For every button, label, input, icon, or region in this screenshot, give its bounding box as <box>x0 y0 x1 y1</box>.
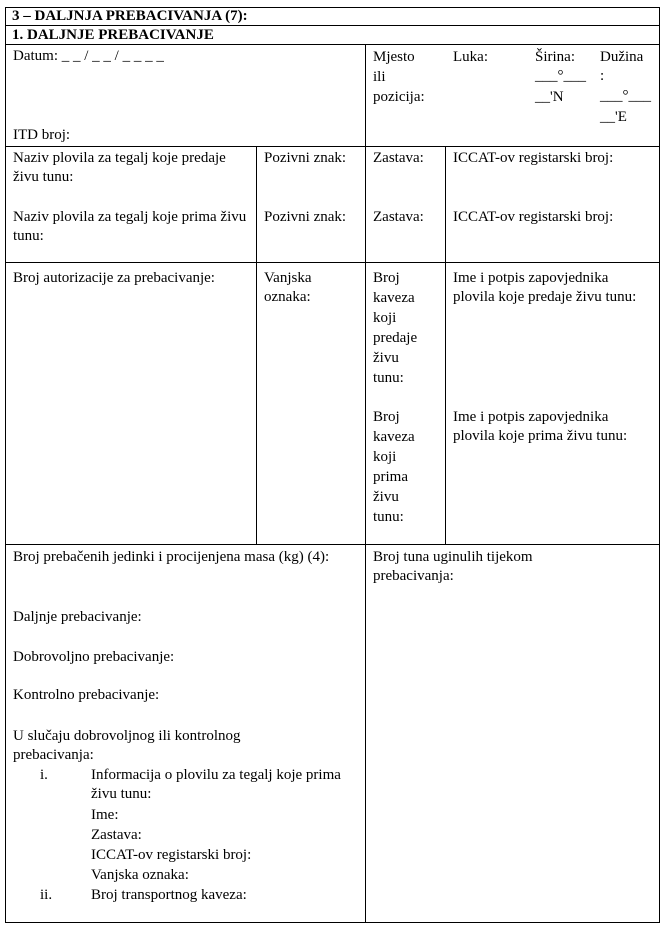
giving-vessel-flag-field[interactable]: Zastava: <box>373 150 424 166</box>
transferred-count-mass-field[interactable]: Broj prebačenih jedinki i procijenjena masa (kg) (4): <box>13 549 330 565</box>
column-divider-main <box>365 44 366 923</box>
longitude-label: Dužina <box>600 49 644 65</box>
giving-vessel-call-sign-field[interactable]: Pozivni znak: <box>264 150 347 166</box>
further-transfer-field[interactable]: Daljnje prebacivanje: <box>13 609 142 625</box>
cage-receiving-line4: prima <box>373 469 408 485</box>
control-transfer-field[interactable]: Kontrolno prebacivanje: <box>13 687 160 703</box>
cage-receiving-line2: kaveza <box>373 429 415 445</box>
cage-receiving-line1: Broj <box>373 409 400 425</box>
itd-number-field[interactable]: ITD broj: <box>13 127 71 143</box>
subsection-title: 1. DALJNJE PREBACIVANJE <box>12 27 214 43</box>
master-giving-signature-field[interactable]: Ime i potpis zapovjednika plovila koje predaje živu tunu: <box>453 270 637 305</box>
location-label-line1: Mjesto <box>373 49 415 65</box>
table-border-bottom <box>5 922 660 923</box>
item-i-number: i. <box>40 767 48 783</box>
cage-giving-line2: kaveza <box>373 290 415 306</box>
receiving-name-field[interactable]: Ime: <box>91 807 119 823</box>
table-border-right <box>659 7 660 923</box>
receiving-vessel-name-field[interactable]: Naziv plovila za tegalj koje prima živu tunu: <box>13 209 247 244</box>
receiving-vessel-flag-field[interactable]: Zastava: <box>373 209 424 225</box>
receiving-external-mark-field[interactable]: Vanjska oznaka: <box>91 867 189 883</box>
cage-giving-line4: predaje <box>373 330 418 346</box>
location-label-line3: pozicija: <box>373 89 425 105</box>
receiving-iccat-field[interactable]: ICCAT-ov registarski broj: <box>91 847 252 863</box>
receiving-vessel-iccat-field[interactable]: ICCAT-ov registarski broj: <box>453 209 614 225</box>
latitude-label: Širina: <box>535 49 575 65</box>
location-label-line2: ili <box>373 69 386 85</box>
cage-receiving-line6[interactable]: tunu: <box>373 509 404 525</box>
column-divider-right <box>445 146 446 545</box>
cage-giving-line1: Broj <box>373 270 400 286</box>
row1-divider <box>5 146 660 147</box>
port-field[interactable]: Luka: <box>453 49 488 65</box>
section-title: 3 – DALJNJA PREBACIVANJA (7): <box>12 8 248 24</box>
latitude-degrees-field[interactable]: ___°___ <box>535 68 586 84</box>
cage-giving-line5: živu <box>373 350 399 366</box>
longitude-minutes-field[interactable]: __'E <box>600 109 627 125</box>
cage-giving-line6[interactable]: tunu: <box>373 370 404 386</box>
item-ii-number: ii. <box>40 887 53 903</box>
external-mark-field[interactable]: Vanjska oznaka: <box>264 270 312 305</box>
cage-giving-line3: koji <box>373 310 397 326</box>
item-i-text: Informacija o plovilu za tegalj koje prima živu tunu: <box>91 767 341 802</box>
voluntary-transfer-field[interactable]: Dobrovoljno prebacivanje: <box>13 649 175 665</box>
transfer-authorization-field[interactable]: Broj autorizacije za prebacivanje: <box>13 270 215 286</box>
giving-vessel-name-field[interactable]: Naziv plovila za tegalj koje predaje živu tunu: <box>13 150 226 185</box>
longitude-colon: : <box>600 68 605 84</box>
row3-divider <box>5 544 660 545</box>
date-field[interactable]: Datum: _ _ / _ _ / _ _ _ _ <box>13 48 164 64</box>
row2-divider <box>5 262 660 263</box>
column-divider-left <box>256 146 257 545</box>
latitude-minutes-field[interactable]: __'N <box>535 89 564 105</box>
receiving-flag-field[interactable]: Zastava: <box>91 827 142 843</box>
giving-vessel-iccat-field[interactable]: ICCAT-ov registarski broj: <box>453 150 614 166</box>
longitude-degrees-field[interactable]: ___°___ <box>600 88 651 104</box>
table-border-left <box>5 7 6 923</box>
cage-receiving-line5: živu <box>373 489 399 505</box>
dead-tuna-count-field[interactable]: Broj tuna uginulih tijekom prebacivanja: <box>373 549 533 584</box>
voluntary-control-note: U slučaju dobrovoljnog ili kontrolnog prebacivanja: <box>13 728 241 763</box>
transport-cage-number-field[interactable]: Broj transportnog kaveza: <box>91 887 247 903</box>
receiving-vessel-call-sign-field[interactable]: Pozivni znak: <box>264 209 347 225</box>
master-receiving-signature-field[interactable]: Ime i potpis zapovjednika plovila koje prima živu tunu: <box>453 409 628 444</box>
cage-receiving-line3: koji <box>373 449 397 465</box>
